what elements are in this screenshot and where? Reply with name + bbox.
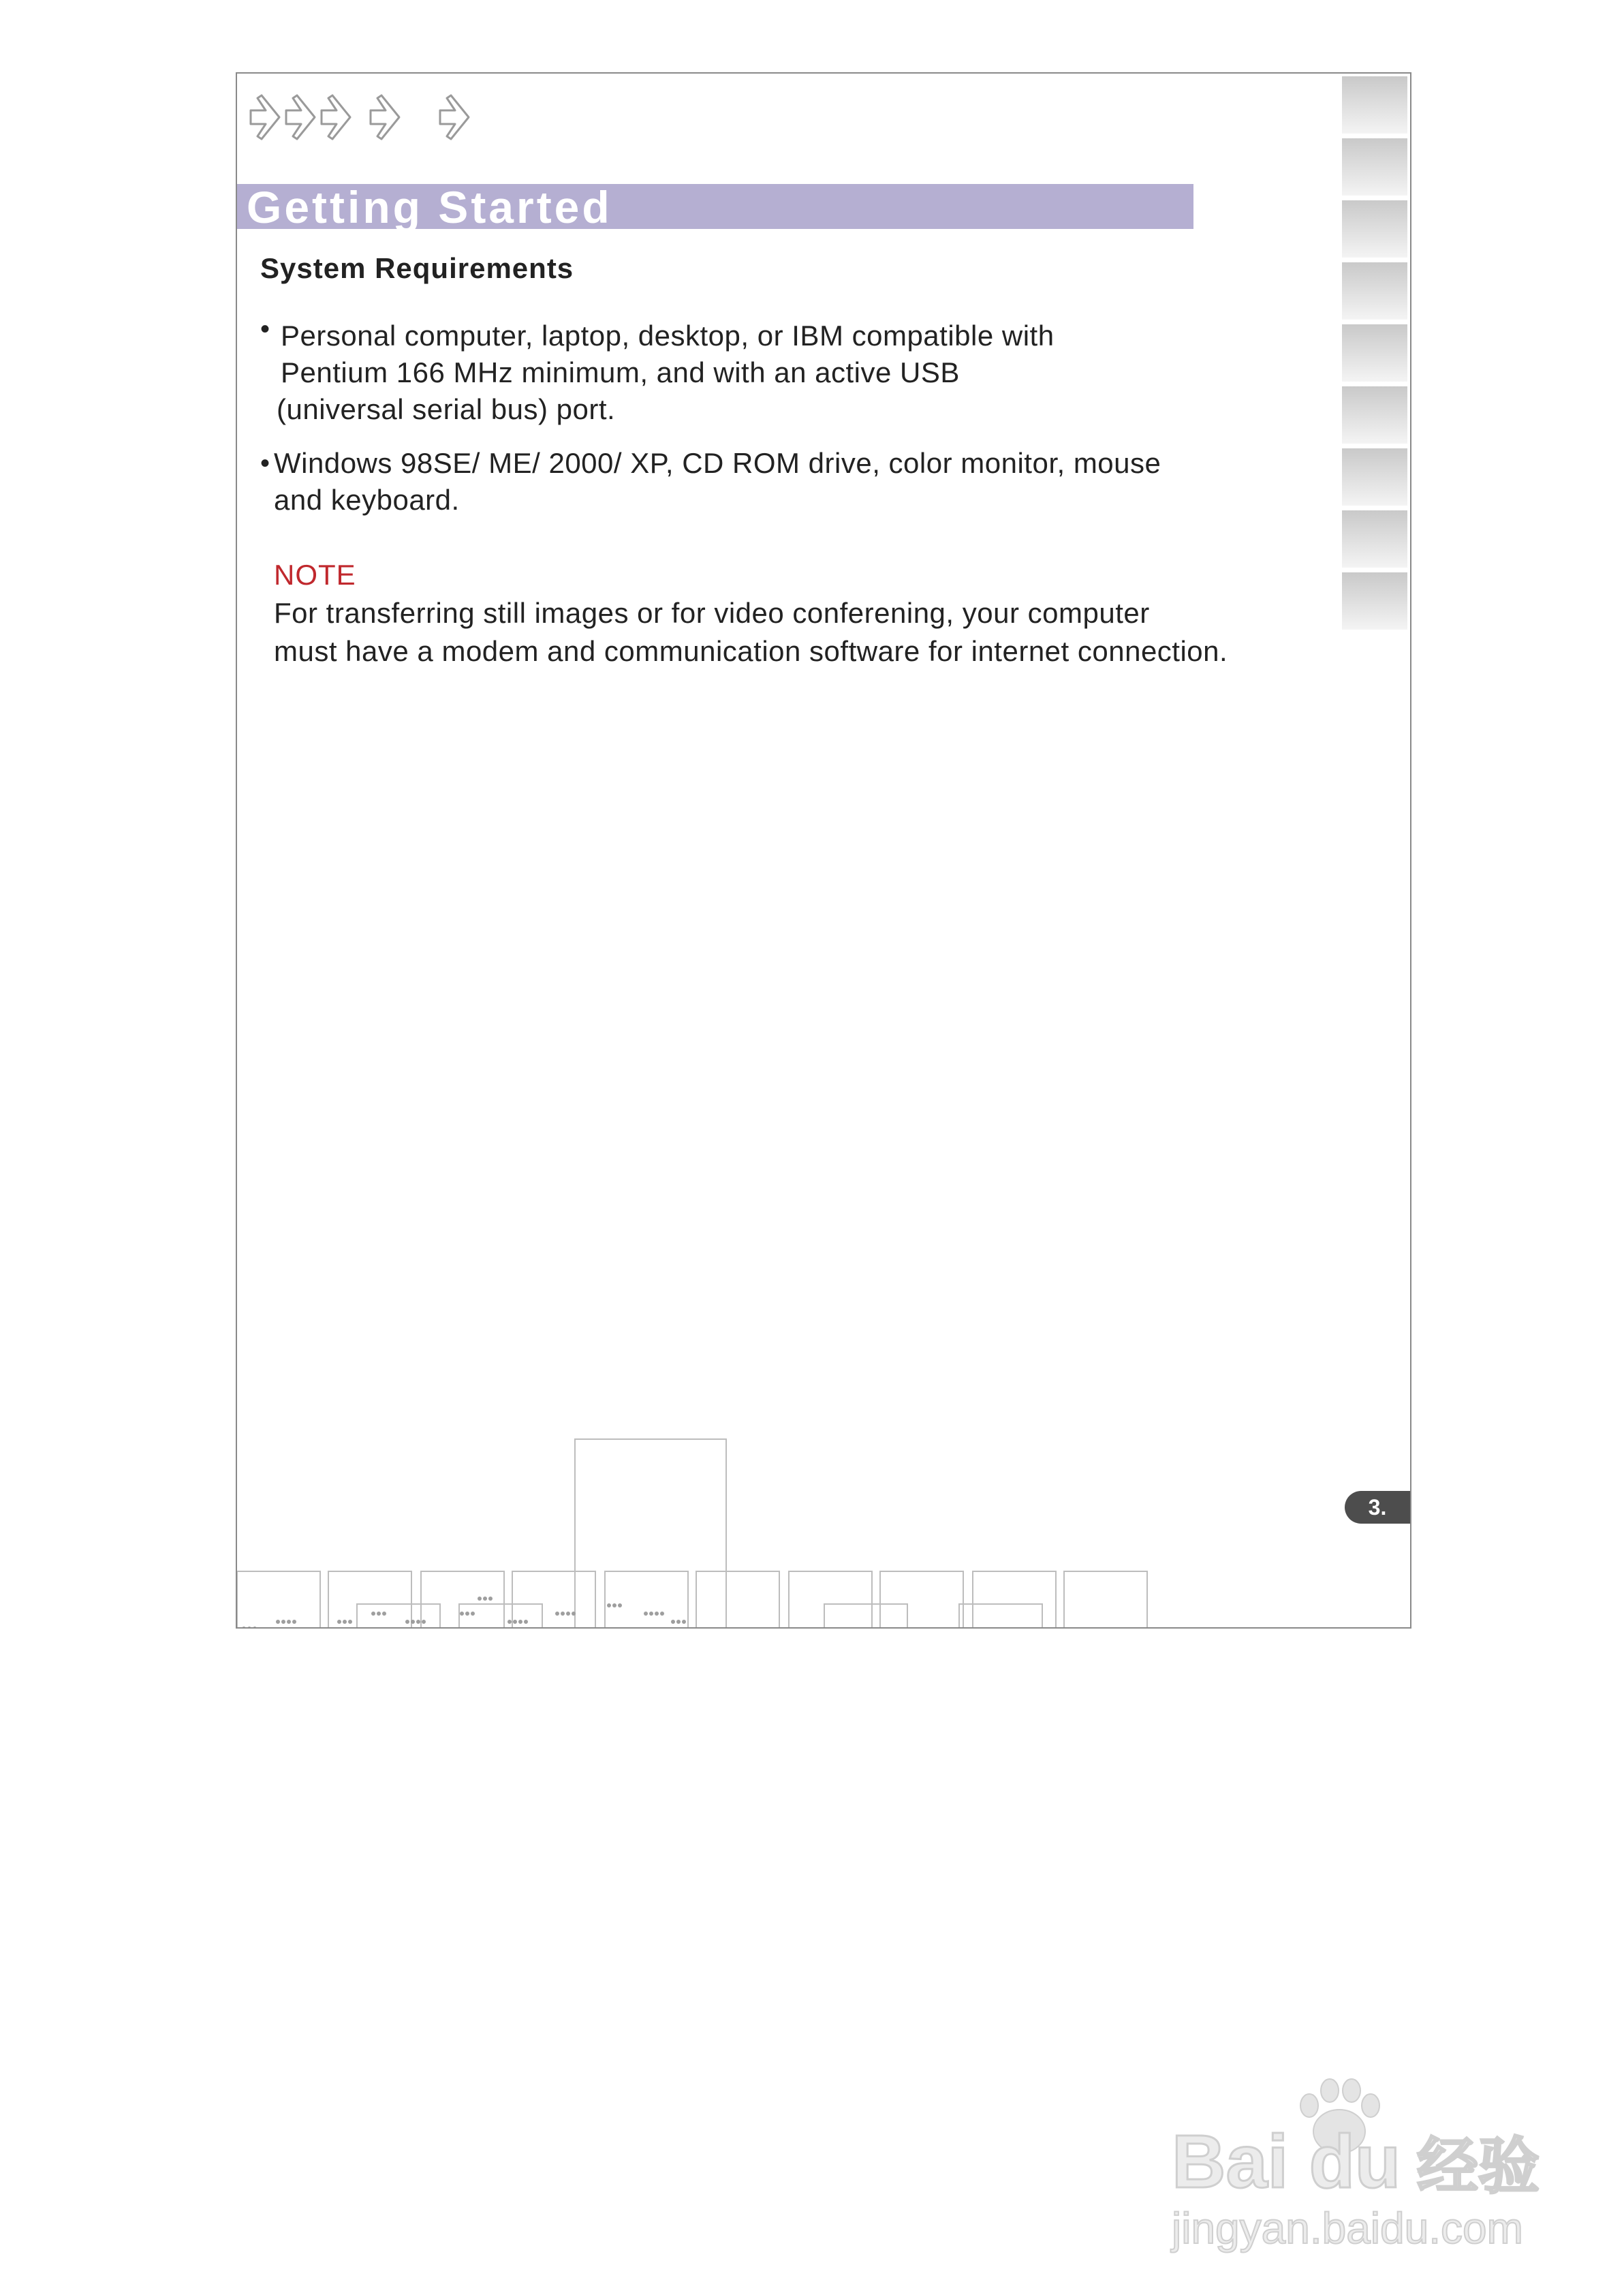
watermark-brand-cn: 经验: [1417, 2131, 1540, 2202]
requirement-line: Personal computer, laptop, desktop, or IBM compatible with: [281, 320, 1055, 352]
side-tab: [1342, 572, 1407, 630]
title-bar: [237, 182, 1193, 232]
arrow-right-icon: [286, 95, 315, 139]
page-number-badge: 3.: [1345, 1491, 1410, 1524]
side-tab: [1342, 510, 1407, 568]
requirement-item: [260, 445, 1161, 519]
watermark-url: jingyan.baidu.com: [1172, 2204, 1523, 2253]
side-tab: [1342, 262, 1407, 320]
manual-page: [236, 72, 1411, 1629]
footer-decoration: [237, 1355, 1411, 1629]
arrow-icons-decoration: [245, 83, 504, 151]
page-title: Getting Started: [247, 182, 612, 232]
requirement-line: Pentium 166 MHz minimum, and with an active USB: [281, 356, 960, 388]
note-line: must have a modem and communication software for internet connection.: [274, 635, 1228, 667]
requirement-item: [260, 314, 1055, 428]
arrow-right-icon: [440, 95, 469, 139]
note-line: For transferring still images or for video conferening, your computer: [274, 597, 1150, 629]
baidu-watermark: [1151, 2058, 1546, 2262]
side-tab: [1342, 138, 1407, 196]
requirement-line: and keyboard.: [274, 484, 460, 516]
requirement-line: Windows 98SE/ ME/ 2000/ XP, CD ROM drive, color monitor, mouse: [274, 447, 1161, 479]
arrow-right-icon: [371, 95, 399, 139]
bullet-icon: •: [260, 448, 270, 478]
arrow-right-icon: [322, 95, 350, 139]
section-heading: System Requirements: [260, 252, 574, 284]
side-tab: [1342, 76, 1407, 134]
requirement-line: (universal serial bus) port.: [277, 393, 616, 425]
side-tab-strip: [1342, 76, 1407, 634]
side-tab: [1342, 448, 1407, 506]
side-tab: [1342, 324, 1407, 382]
note-text: [274, 594, 1228, 671]
watermark-brand: Bai du: [1172, 2120, 1401, 2204]
side-tab: [1342, 200, 1407, 258]
arrow-right-icon: [251, 95, 279, 139]
side-tab: [1342, 386, 1407, 444]
bullet-icon: •: [260, 314, 270, 344]
note-label: NOTE: [274, 559, 356, 591]
